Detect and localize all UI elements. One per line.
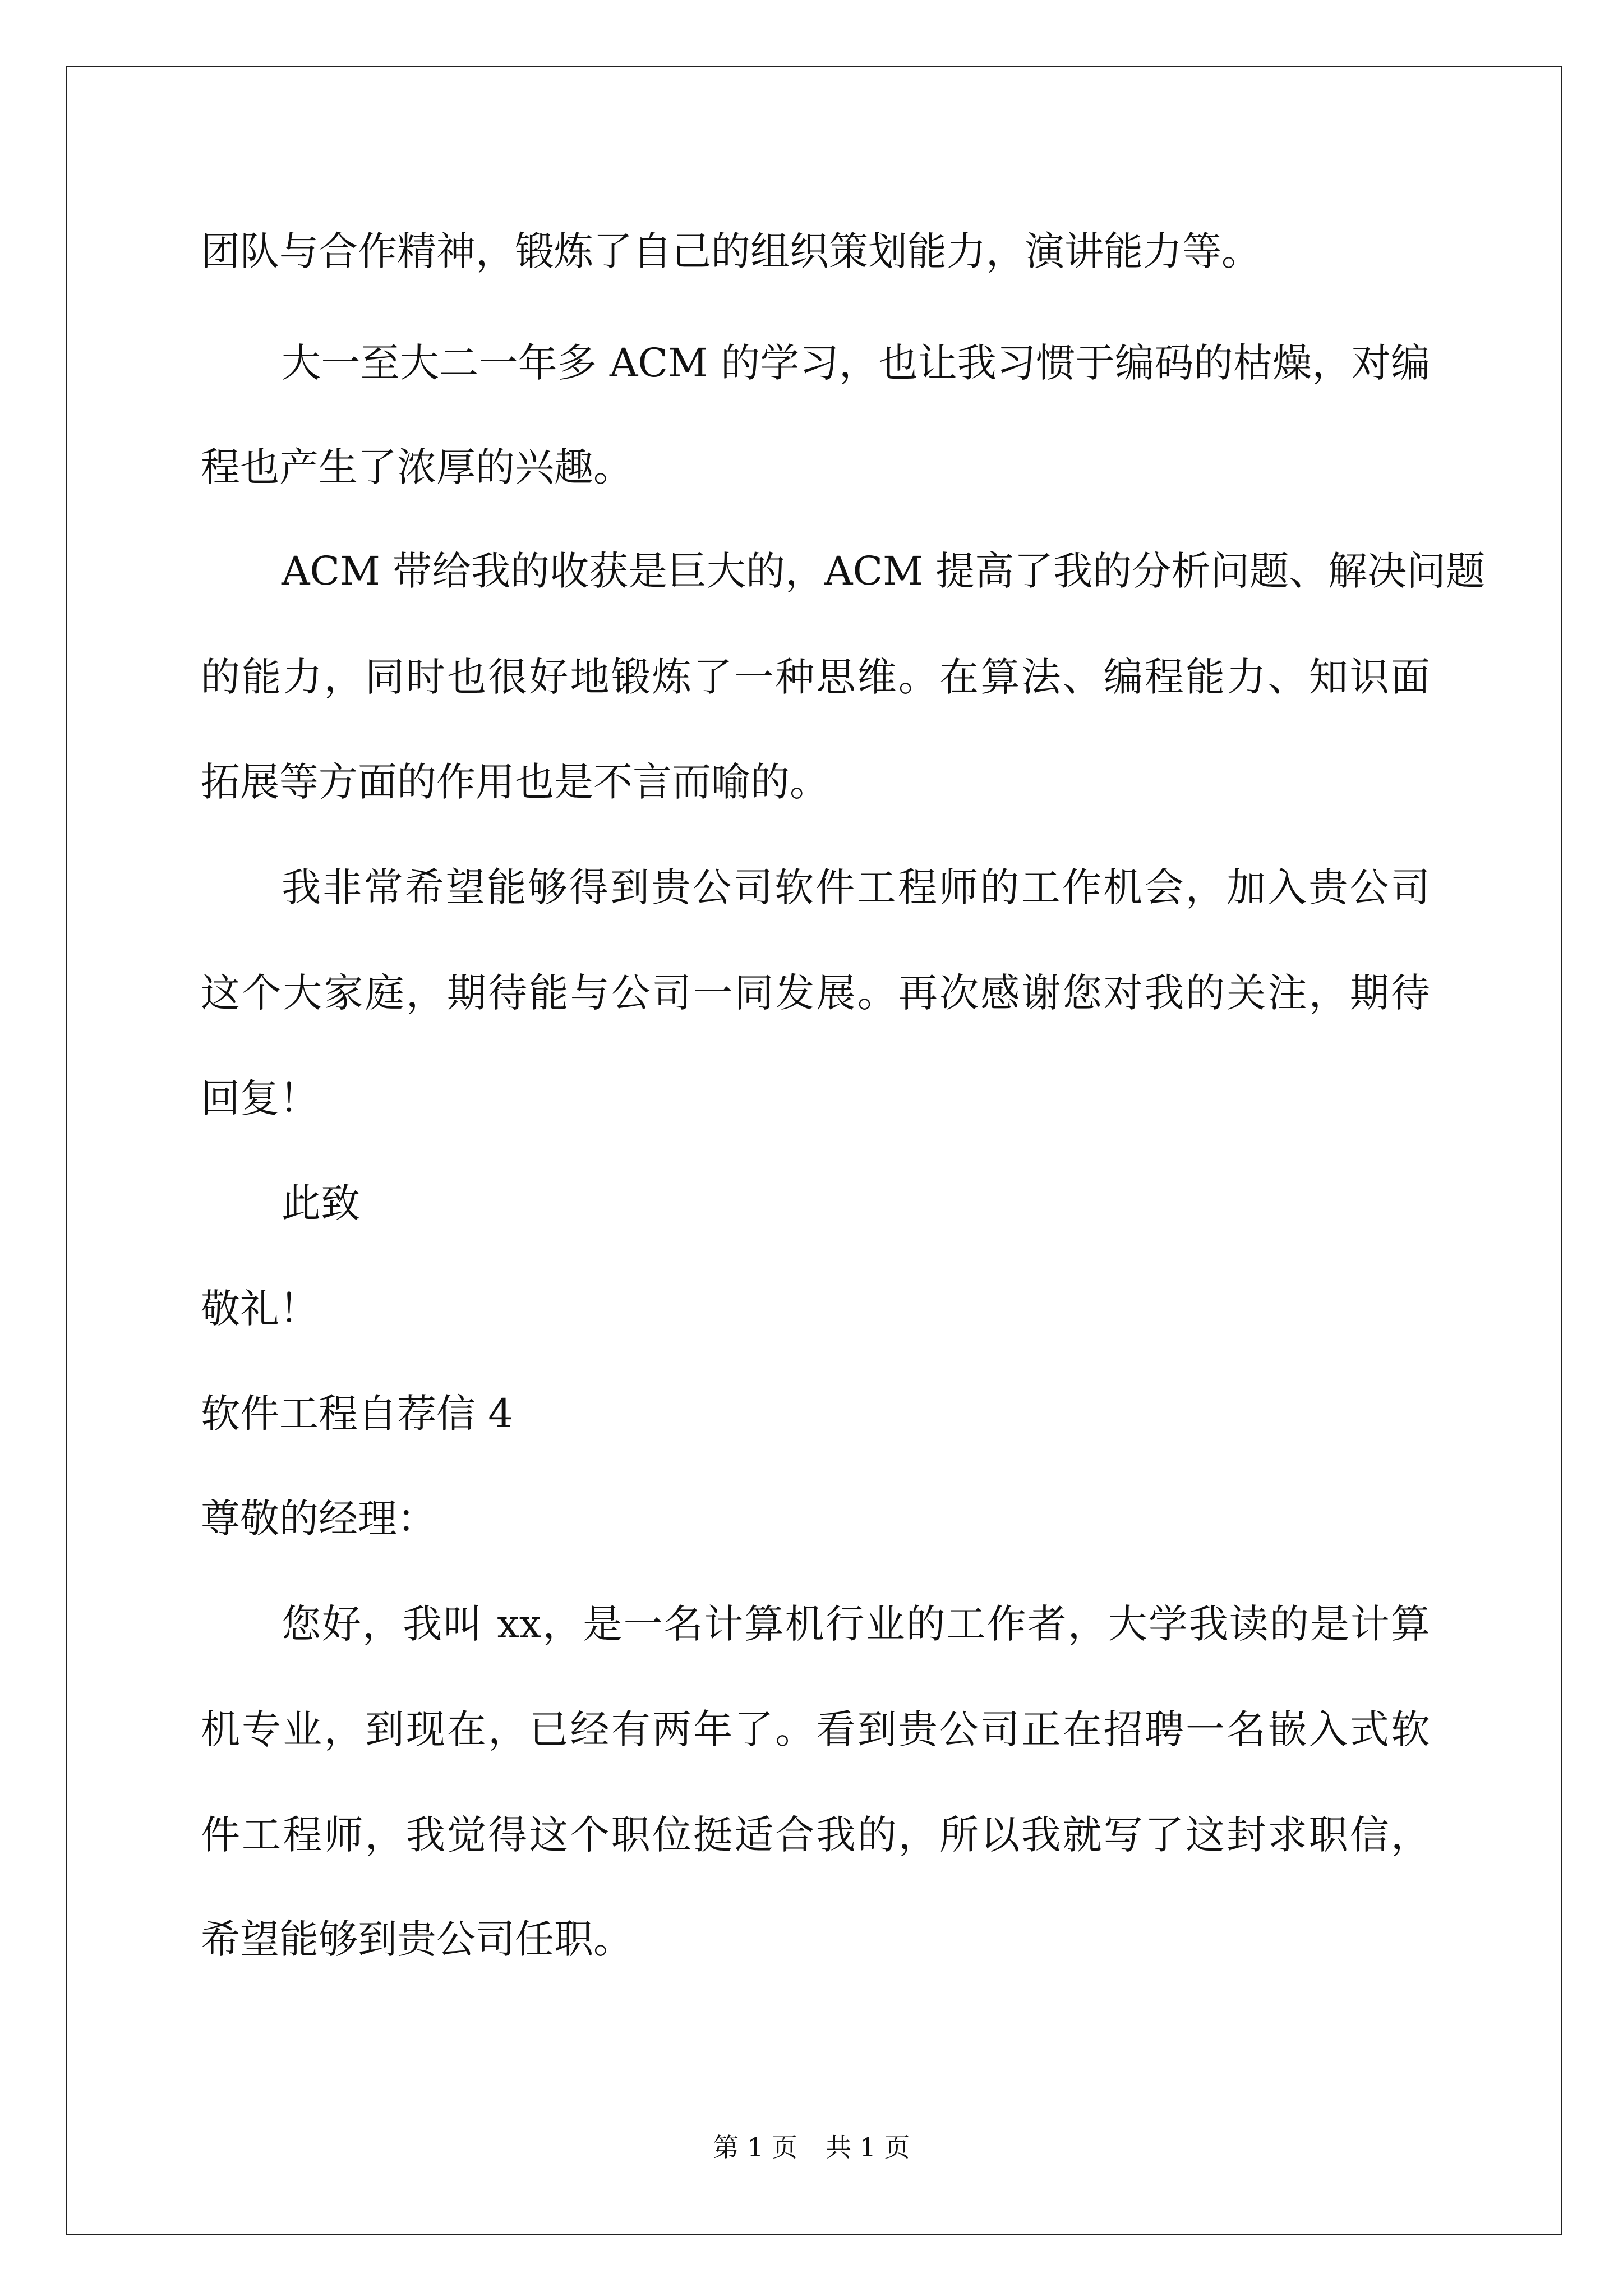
text-line: 件工程师，我觉得这个职位挺适合我的，所以我就写了这封求职信， [201,1812,1430,1858]
text-line: 程也产生了浓厚的兴趣。 [201,444,633,490]
text-line: 希望能够到贵公司任职。 [201,1916,633,1962]
text-line: 这个大家庭，期待能与公司一同发展。再次感谢您对我的关注，期待 [201,970,1430,1016]
page-total: 共 1 页 [826,2132,910,2162]
section-title: 软件工程自荐信 4 [201,1391,513,1437]
closing-salutation: 此致 [282,1180,360,1226]
page-border [66,66,1562,2235]
greeting: 尊敬的经理： [201,1496,436,1542]
text-line: 的能力，同时也很好地锻炼了一种思维。在算法、编程能力、知识面 [201,654,1430,700]
page-footer [0,2134,1623,2160]
text-line: 机专业，到现在，已经有两年了。看到贵公司正在招聘一名嵌入式软 [201,1706,1430,1752]
text-line: 我非常希望能够得到贵公司软件工程师的工作机会，加入贵公司 [282,864,1430,910]
text-line: ACM 带给我的收获是巨大的，ACM 提高了我的分析问题、解决问题 [282,548,1486,594]
page-number: 第 1 页 [713,2132,797,2162]
closing-regards: 敬礼！ [201,1286,319,1332]
text-line: 大一至大二一年多 ACM 的学习，也让我习惯于编码的枯燥，对编 [282,340,1430,386]
text-line: 团队与合作精神，锻炼了自己的组织策划能力，演讲能力等。 [201,228,1261,274]
text-line: 您好，我叫 xx，是一名计算机行业的工作者，大学我读的是计算 [282,1601,1430,1647]
text-line: 回复！ [201,1075,319,1121]
text-line: 拓展等方面的作用也是不言而喻的。 [201,759,829,805]
